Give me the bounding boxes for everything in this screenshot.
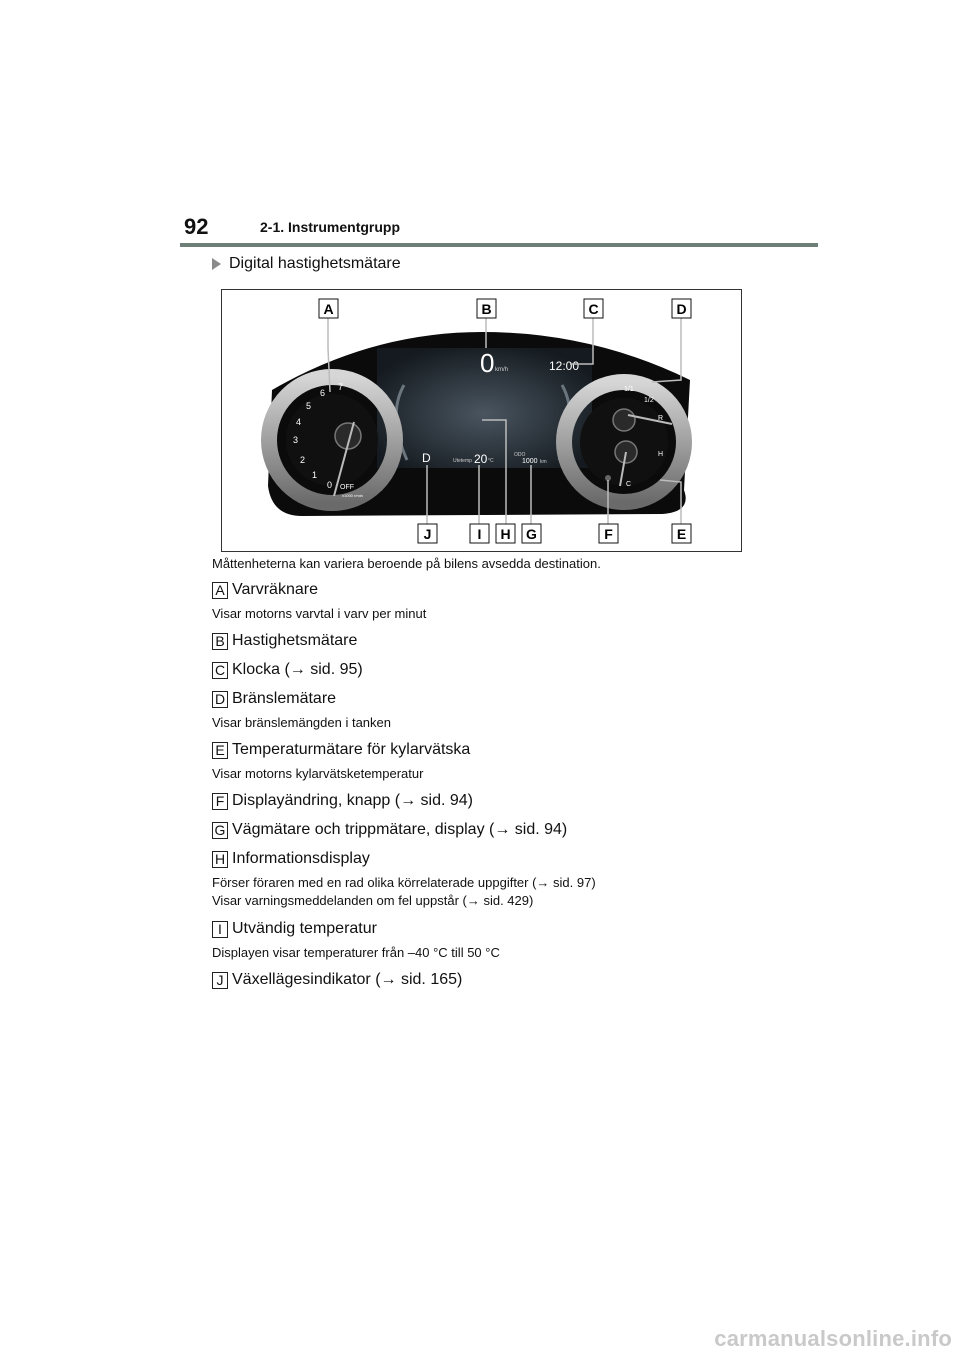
letter-badge: F	[212, 793, 228, 810]
item-E	[212, 741, 470, 759]
svg-text:1/1: 1/1	[624, 386, 634, 393]
cluster-illustration	[222, 290, 741, 551]
item-title: Hastighetsmätare	[232, 632, 358, 649]
item-I-description: Displayen visar temperaturer från –40 °C till 50 °C	[212, 945, 500, 960]
svg-text:I: I	[477, 526, 482, 542]
item-H-description-2: Visar varningsmeddelanden om fel uppstår (→ sid. 429)	[212, 893, 534, 908]
item-title: Temperaturmätare för kylarvätska	[232, 741, 471, 758]
svg-text:0: 0	[327, 480, 333, 490]
item-title: Informationsdisplay	[232, 850, 370, 867]
callout-H	[496, 524, 515, 543]
item-D-description: Visar bränslemängden i tanken	[212, 715, 391, 730]
callout-E	[672, 524, 691, 543]
item-title: Klocka (→ sid. 95)	[232, 661, 363, 678]
item-G	[212, 821, 567, 839]
letter-badge: C	[212, 662, 228, 679]
item-C	[212, 661, 363, 679]
item-title: Vägmätare och trippmätare, display (→ sid. 94)	[232, 821, 568, 838]
letter-badge: E	[212, 742, 228, 759]
callout-I	[470, 524, 489, 543]
item-D	[212, 690, 336, 708]
callout-C	[584, 299, 603, 318]
svg-text:OFF: OFF	[340, 484, 354, 491]
svg-text:ODO: ODO	[514, 452, 526, 458]
item-F	[212, 792, 473, 810]
sub-heading	[212, 255, 401, 273]
svg-text:E: E	[676, 526, 687, 542]
letter-badge: B	[212, 633, 228, 650]
letter-badge: I	[212, 921, 228, 938]
svg-text:x1000 r/min: x1000 r/min	[342, 493, 363, 498]
svg-text:H: H	[500, 526, 511, 542]
outside-temp-readout: 20	[474, 452, 488, 466]
page-number: 92	[184, 214, 209, 239]
svg-text:6: 6	[320, 388, 326, 398]
sub-heading-text: Digital hastighetsmätare	[229, 255, 401, 272]
svg-text:km: km	[540, 459, 547, 465]
triangle-bullet-icon	[212, 258, 221, 270]
svg-text:D: D	[676, 301, 687, 317]
section-title: 2-1. Instrumentgrupp	[260, 219, 401, 235]
instrument-cluster-figure	[221, 289, 742, 552]
odometer-readout: 1000	[522, 458, 538, 465]
svg-text:B: B	[481, 301, 492, 317]
item-A-description: Visar motorns varvtal i varv per minut	[212, 606, 427, 621]
svg-text:C: C	[626, 481, 632, 488]
svg-text:5: 5	[306, 401, 312, 411]
svg-text:1: 1	[312, 470, 318, 480]
callout-B	[477, 299, 496, 318]
item-title: Displayändring, knapp (→ sid. 94)	[232, 792, 474, 809]
svg-text:C: C	[588, 301, 599, 317]
item-title: Växellägesindikator (→ sid. 165)	[232, 971, 463, 988]
item-H-description-1: Förser föraren med en rad olika körrelaterade uppgifter (→ sid. 97)	[212, 875, 596, 890]
item-H	[212, 850, 370, 868]
watermark-footer: carmanualsonline.info	[714, 1326, 952, 1351]
svg-text:4: 4	[296, 417, 302, 427]
svg-text:J: J	[423, 526, 432, 542]
callout-G	[522, 524, 541, 543]
item-A	[212, 581, 318, 599]
svg-text:G: G	[526, 526, 537, 542]
item-I	[212, 920, 377, 938]
speed-readout: 0	[480, 348, 495, 378]
item-J	[212, 971, 462, 989]
callout-D	[672, 299, 691, 318]
svg-text:3: 3	[293, 435, 299, 445]
gear-indicator: D	[422, 451, 431, 465]
svg-text:2: 2	[300, 455, 306, 465]
letter-badge: J	[212, 972, 228, 989]
callout-A	[319, 299, 338, 318]
svg-text:km/h: km/h	[495, 367, 509, 373]
item-title: Bränslemätare	[232, 690, 337, 707]
letter-badge: A	[212, 582, 228, 599]
svg-text:H: H	[658, 451, 664, 458]
letter-badge: H	[212, 851, 228, 868]
svg-text:A: A	[323, 301, 334, 317]
svg-text:F: F	[604, 526, 613, 542]
svg-text:°C: °C	[488, 458, 494, 464]
figure-caption: Måttenheterna kan variera beroende på bilens avsedda destination.	[212, 556, 601, 571]
clock-readout: 12:00	[549, 359, 580, 373]
item-title: Varvräknare	[232, 581, 318, 598]
letter-badge: G	[212, 822, 228, 839]
item-B	[212, 632, 357, 650]
item-E-description: Visar motorns kylarvätsketemperatur	[212, 766, 424, 781]
item-title: Utvändig temperatur	[232, 920, 377, 937]
letter-badge: D	[212, 691, 228, 708]
svg-text:1/2: 1/2	[644, 397, 654, 404]
svg-text:7: 7	[338, 382, 344, 392]
callout-J	[418, 524, 437, 543]
callout-F	[599, 524, 618, 543]
svg-text:R: R	[658, 415, 664, 422]
svg-text:Utetemp: Utetemp	[453, 458, 472, 464]
header-divider	[180, 243, 818, 247]
